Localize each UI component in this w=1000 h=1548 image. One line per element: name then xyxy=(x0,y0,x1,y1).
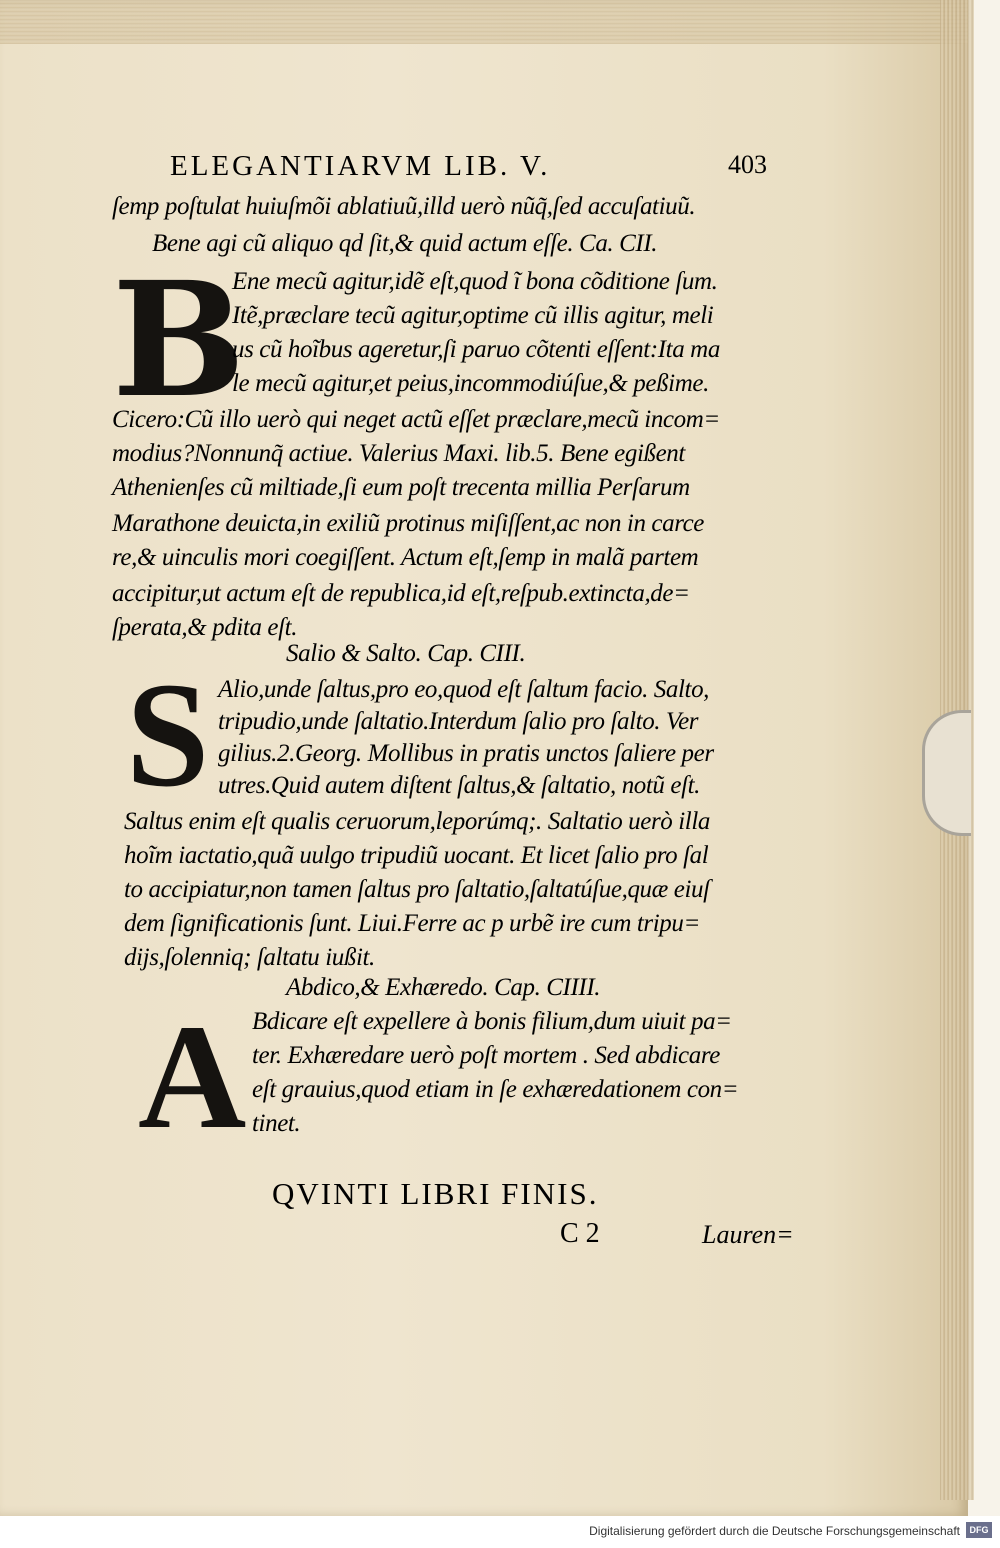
text-line: eſt grauius,quod etiam in ſe exhæredationem con= xyxy=(252,1076,739,1103)
text-line: ſemp poſtulat huiuſmõi ablatiuũ,illd uerò nũq̃,ſed accuſatiuũ. xyxy=(112,193,696,220)
text-line: Athenienſes cũ miltiade,ſi eum poſt trecenta millia Perſarum xyxy=(112,474,690,501)
text-line: Saltus enim eſt qualis ceruorum,leporúmq;. Saltatio uerò illa xyxy=(124,808,710,835)
text-line: tripudio,unde ſaltatio.Interdum ſalio pro ſalto. Ver xyxy=(218,708,699,735)
text-line: Itẽ,præclare tecũ agitur,optime cũ illis agitur, meli xyxy=(232,302,714,329)
chapter-heading: Salio & Salto. Cap. CIII. xyxy=(286,640,526,667)
digitization-footer xyxy=(0,1516,1000,1548)
text-line: gilius.2.Georg. Mollibus in pratis unctos ſaliere per xyxy=(218,740,714,767)
drop-cap-b: B xyxy=(112,248,246,433)
text-line: ſperata,& pdita eſt. xyxy=(112,614,298,641)
text-line: re,& uinculis mori coegiſſent. Actum eſt,ſemp in malã partem xyxy=(112,544,699,571)
text-line: Alio,unde ſaltus,pro eo,quod eſt ſaltum facio. Salto, xyxy=(218,676,710,703)
signature-mark: C 2 xyxy=(560,1218,600,1249)
text-line: to accipiatur,non tamen ſaltus pro ſaltatio,ſaltatúſue,quæ eiuſ xyxy=(124,876,710,903)
drop-cap-s: S xyxy=(126,652,210,818)
page-clip xyxy=(922,710,971,836)
page-top-edges xyxy=(0,0,968,44)
catchword: Lauren= xyxy=(702,1220,794,1249)
text-line: dijs,ſolenniq; ſaltatu iußit. xyxy=(124,944,375,971)
text-line: accipitur,ut actum eſt de republica,id eſt,reſpub.extincta,de= xyxy=(112,580,690,607)
footer-credit: Digitalisierung gefördert durch die Deutsche Forschungsgemeinschaft xyxy=(589,1524,960,1538)
page-number: 403 xyxy=(728,150,767,179)
text-line: dem ſignificationis ſunt. Liui.Ferre ac p urbẽ ire cum tripu= xyxy=(124,910,700,937)
chapter-heading: Abdico,& Exhæredo. Cap. CIIII. xyxy=(286,974,601,1001)
dfg-logo: DFG xyxy=(966,1522,992,1538)
text-line: us cũ hoĩbus ageretur,ſi paruo cõtenti eſſent:Ita ma xyxy=(232,336,720,363)
text-line: Marathone deuicta,in exiliũ protinus miſiſſent,ac non in carce xyxy=(112,510,704,537)
text-line: Cicero:Cũ illo uerò qui neget actũ eſſet præclare,mecũ incom= xyxy=(112,406,720,433)
text-line: utres.Quid autem diſtent ſaltus,& ſaltatio, notũ eſt. xyxy=(218,772,701,799)
text-line: le mecũ agitur,et peius,incommodiúſue,& peßime. xyxy=(232,370,709,397)
text-line: tinet. xyxy=(252,1110,301,1137)
book-end-heading: QVINTI LIBRI FINIS. xyxy=(272,1176,599,1211)
text-line: ter. Exhæredare uerò poſt mortem . Sed abdicare xyxy=(252,1042,720,1069)
text-line: Ene mecũ agitur,idẽ eſt,quod ĩ bona cõditione ſum. xyxy=(232,268,718,295)
text-line: hoĩm iactatio,quã uulgo tripudiũ uocant. Et licet ſalio pro ſal xyxy=(124,842,709,869)
running-head: ELEGANTIARVM LIB. V. xyxy=(170,150,551,182)
text-line: Bdicare eſt expellere à bonis filium,dum uiuit pa= xyxy=(252,1008,732,1035)
chapter-heading: Bene agi cũ aliquo qd ſit,& quid actum eſſe. Ca. CII. xyxy=(152,230,658,257)
text-line: modius?Nonnunq̃ actiue. Valerius Maxi. lib.5. Bene egißent xyxy=(112,440,685,467)
drop-cap-a: A xyxy=(138,994,247,1160)
